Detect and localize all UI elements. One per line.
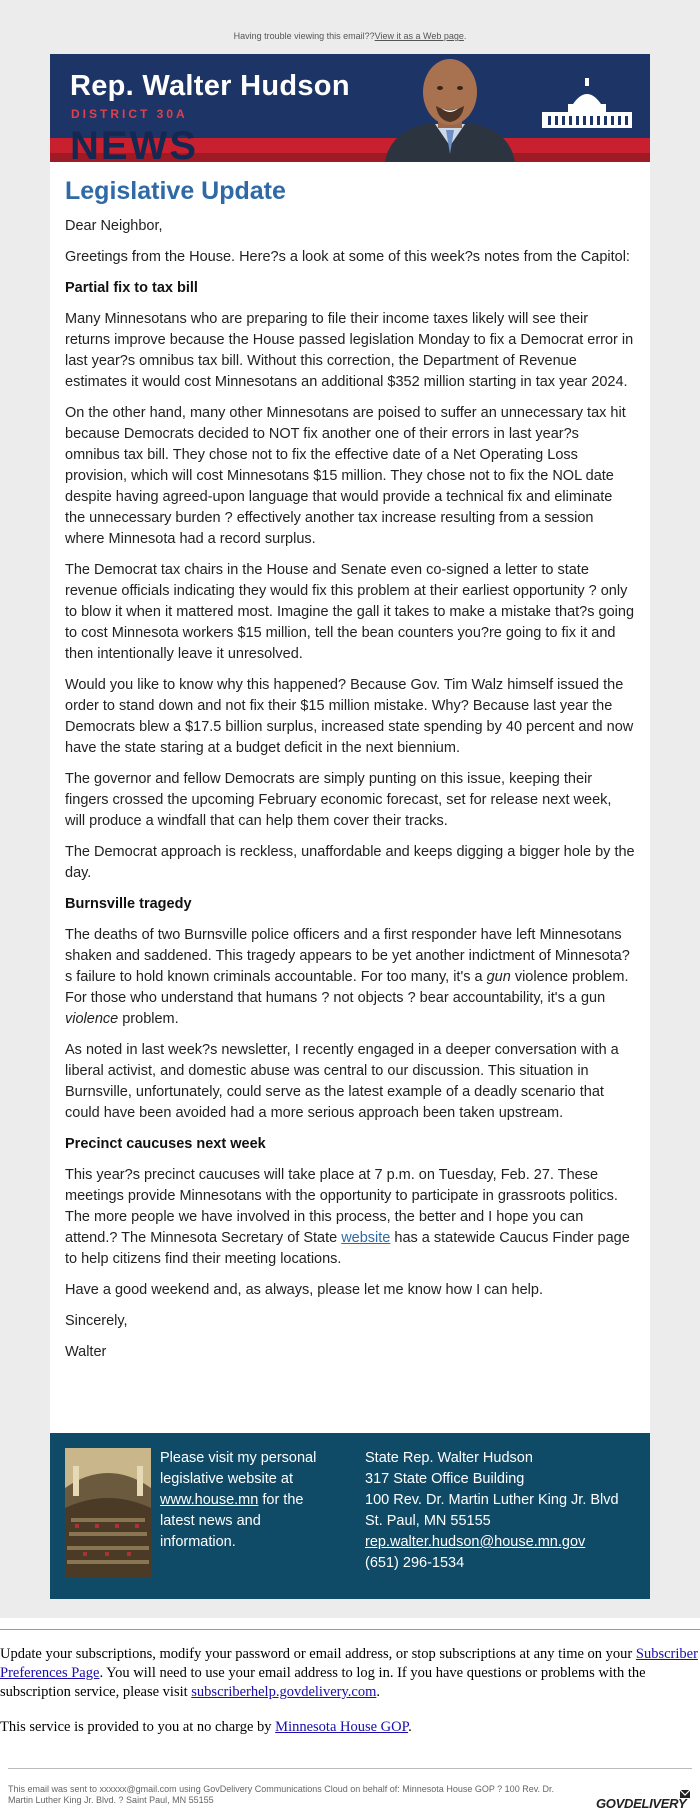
email-link[interactable]: rep.walter.hudson@house.mn.gov (365, 1534, 586, 1550)
section-heading-tax-bill: Partial fix to tax bill (65, 280, 198, 296)
section-heading-caucuses: Precinct caucuses next week (65, 1136, 266, 1152)
contact-footer (50, 1433, 650, 1599)
subscription-text-b: . You will need to use your email address to log in. If you have questions or problems with the subscription service, please visit (0, 1665, 646, 1700)
subscription-notice (0, 1645, 700, 1753)
page-title: Legislative Update (65, 177, 286, 205)
phone-number: (651) 296-1534 (365, 1555, 465, 1571)
footer-left-text-b: for the latest news and information. (160, 1492, 304, 1550)
house-chamber-photo-icon (65, 1448, 151, 1578)
burnsville-emphasis-gun: gun (486, 969, 511, 985)
footer-left-text-a: Please visit my personal legislative website at (160, 1450, 317, 1487)
address-line-office: 317 State Office Building (365, 1471, 525, 1487)
tax-paragraph-4: Would you like to know why this happened? Because Gov. Tim Walz himself issued the order to stand down and not fix their $15 million mistake. Why? Because last year the Democrats blew a $17.5 billion surplus, increased state spending by 40 percent and now have the state staring at a budget deficit in the next biennium. (65, 677, 634, 756)
section-heading-burnsville: Burnsville tragedy (65, 896, 192, 912)
house-gop-link[interactable]: Minnesota House GOP (275, 1719, 409, 1735)
caucus-paragraph (65, 1165, 635, 1270)
intro-paragraph: Greetings from the House. Here?s a look at some of this week?s notes from the Capitol: (65, 249, 630, 265)
signature: Walter (65, 1344, 107, 1360)
service-text-a: This service is provided to you at no charge by (0, 1719, 276, 1735)
tax-paragraph-1: Many Minnesotans who are preparing to file their income taxes likely will see their returns improve because the House passed legislation Monday to fix a Democrat error in last year?s omnibus tax bill. Without this correction, the Department of Revenue estimates it would cost Minnesotans an additional $352 million starting in tax year 2024. (65, 311, 634, 390)
house-website-link[interactable]: www.house.mn (160, 1492, 259, 1508)
burnsville-emphasis-violence: violence (65, 1011, 119, 1027)
subscription-paragraph (0, 1645, 700, 1702)
burnsville-text-b: violence problem. For those who understand that humans ? not objects ? bear accountability, it's a gun (65, 969, 629, 1006)
address-line-name: State Rep. Walter Hudson (365, 1450, 533, 1466)
subscription-text-a: Update your subscriptions, modify your password or email address, or stop subscriptions at any time on your (0, 1646, 636, 1662)
preheader-suffix: . (463, 31, 467, 41)
address-line-city: St. Paul, MN 55155 (365, 1513, 491, 1529)
web-version-link[interactable]: View it as a Web page (374, 31, 464, 41)
govdelivery-logo-text: GOVDELIVERY (596, 1796, 687, 1811)
tax-paragraph-6: The Democrat approach is reckless, unaffordable and keeps digging a bigger hole by the day. (65, 844, 635, 881)
greeting: Dear Neighbor, (65, 218, 163, 234)
tax-paragraph-5: The governor and fellow Democrats are simply punting on this issue, keeping their fingers crossed the upcoming February economic forecast, set for release next week, will produce a windfall that can help them cover their tracks. (65, 771, 612, 829)
footer-website-note (160, 1448, 335, 1553)
closing-paragraph: Have a good weekend and, as always, please let me know how I can help. (65, 1282, 543, 1298)
portrait-photo-icon (380, 54, 520, 162)
secretary-of-state-website-link[interactable]: website (341, 1230, 391, 1246)
banner-news-word: NEWS (70, 124, 198, 162)
preheader-text: Having trouble viewing this email?? (233, 31, 375, 41)
address-line-street: 100 Rev. Dr. Martin Luther King Jr. Blvd (365, 1492, 619, 1508)
tax-paragraph-3: The Democrat tax chairs in the House and Senate even co-signed a letter to state revenue officials indicating they would fix this problem at their earliest opportunity ? only to blow it when it mattered most. Imagine the gall it takes to make a mistake that?s going to cost Minnesota workers $15 million, tell the bean counters you?re going to fix it and then intentionally leave it unresolved. (65, 562, 635, 662)
banner-representative-name: Rep. Walter Hudson (70, 70, 350, 102)
footer-address-block (365, 1448, 645, 1574)
tax-paragraph-2: On the other hand, many other Minnesotans are poised to suffer an unnecessary tax hit because Democrats decided to NOT fix another one of their errors in last year?s omnibus tax bill. They chose not to fix the effective date of a Net Operating Loss provision, which will cost Minnesotans $15 million. They chose not to fix the NOL date despite having agreed-upon language that would provide a technical fix and eliminate the unnecessary burden ? effectively another tax increase resulting from a session where Minnesota had a record surplus. (65, 405, 626, 547)
subscriber-preferences-link[interactable]: Subscriber Preferences Page (0, 1646, 698, 1681)
header-banner (50, 54, 650, 162)
subscriber-help-link[interactable]: subscriberhelp.govdelivery.com (191, 1684, 377, 1700)
caucus-text-a: This year?s precinct caucuses will take place at 7 p.m. on Tuesday, Feb. 27. These meetings provide Minnesotans with the opportunity to participate in grassroots politics. The more people we have involved in this process, the better and I hope you can attend.? The Minnesota Secretary of State (65, 1167, 618, 1246)
subscription-text-c: . (376, 1684, 380, 1700)
preheader (0, 31, 700, 41)
fineprint-divider (8, 1768, 692, 1769)
caucus-text-b: has a statewide Caucus Finder page to help citizens find their meeting locations. (65, 1230, 630, 1267)
service-text-b: . (408, 1719, 412, 1735)
newsletter-card (50, 54, 650, 1599)
burnsville-text-c: problem. (118, 1011, 179, 1027)
signoff: Sincerely, (65, 1313, 128, 1329)
subscription-divider (0, 1629, 700, 1630)
banner-district: DISTRICT 30A (71, 107, 188, 121)
capitol-building-icon (540, 76, 634, 132)
burnsville-text-a: The deaths of two Burnsville police officers and a first responder have left Minnesotans shaken and saddened. This tragedy appears to be yet another indictment of Minnesota?s failure to hold known criminals accountable. For too many, it's a (65, 927, 630, 985)
service-provider-paragraph (0, 1718, 700, 1737)
burnsville-paragraph-1 (65, 925, 635, 1030)
burnsville-paragraph-2: As noted in last week?s newsletter, I recently engaged in a deeper conversation with a liberal activist, and domestic abuse was central to our discussion. This situation in Burnsville, unfortunately, could serve as the latest example of a deadly scenario that could have been avoided had a more serious approach been taken upstream. (65, 1042, 619, 1121)
fineprint: This email was sent to xxxxxx@gmail.com using GovDelivery Communications Cloud on behalf of: Minnesota House GOP ? 100 Rev. Dr. Martin Luther King Jr. Blvd. ? Saint Paul, MN 55155 (8, 1784, 555, 1805)
newsletter-content (65, 176, 635, 1373)
